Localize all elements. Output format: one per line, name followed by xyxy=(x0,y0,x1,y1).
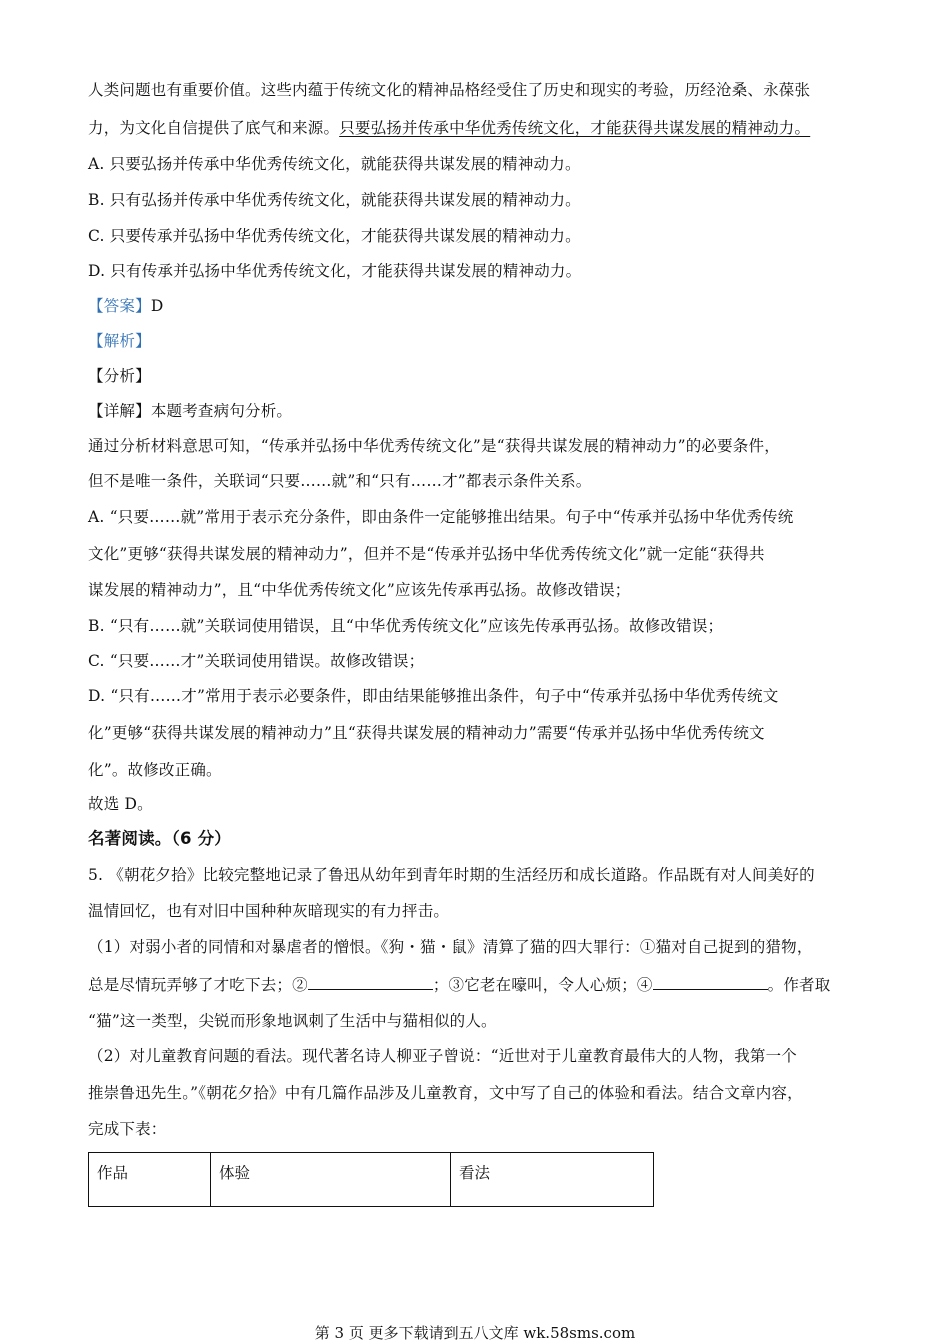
underlined-sentence: 只要弘扬并传承中华优秀传统文化，才能获得共谋发展的精神动力。 xyxy=(339,119,811,137)
works-table xyxy=(88,1152,654,1207)
detail-text: 本题考查病句分析。 xyxy=(150,402,293,420)
answer-blank-4[interactable] xyxy=(653,974,768,990)
fenxi-label: 【分析】 xyxy=(88,367,151,385)
q5-intro-line: 5. 《朝花夕拾》比较完整地记录了鲁迅从幼年到青年时期的生活经历和成长道路。作品既有对人间美好的 xyxy=(88,866,815,884)
q5-sub1-line-blanks xyxy=(88,974,830,995)
explanation-line: 故选 D。 xyxy=(88,795,153,813)
q5-sub2-line: （2）对儿童教育问题的看法。现代著名诗人柳亚子曾说：“近世对于儿童教育最伟大的人物，我第一个 xyxy=(88,1047,797,1065)
explanation-line: 化”更够“获得共谋发展的精神动力”且“获得共谋发展的精神动力”需要“传承并弘扬中华优秀传统文 xyxy=(88,724,765,742)
table-row xyxy=(89,1153,654,1207)
explanation-line: A. “只要……就”常用于表示充分条件，即由条件一定能够推出结果。句子中“传承并弘扬中华优秀传统 xyxy=(88,508,794,526)
passage-line-2-plain: 力，为文化自信提供了底气和来源。 xyxy=(88,119,340,137)
detail-line xyxy=(88,401,292,421)
answer-value: D xyxy=(150,297,164,315)
explanation-line: 但不是唯一条件，关联词“只要……就”和“只有……才”都表示条件关系。 xyxy=(88,472,592,490)
explanation-line: 化”。故修改正确。 xyxy=(88,761,222,779)
passage-line-1: 人类问题也有重要价值。这些内蕴于传统文化的精神品格经受住了历史和现实的考验，历经沧桑、永葆张 xyxy=(88,81,811,99)
option-b: B. 只有弘扬并传承中华优秀传统文化，就能获得共谋发展的精神动力。 xyxy=(88,191,581,209)
answer-line xyxy=(88,296,163,316)
explanation-line: C. “只要……才”关联词使用错误。故修改错误； xyxy=(88,652,425,670)
detail-label: 【详解】 xyxy=(88,402,151,420)
section-title: 名著阅读。（6 分） xyxy=(88,829,231,848)
q5-sub1-text: 总是尽情玩弄够了才吃下去；② xyxy=(88,976,308,994)
explanation-line: B. “只有……就”关联词使用错误，且“中华优秀传统文化”应该先传承再弘扬。故修改错误； xyxy=(88,617,724,635)
option-a: A. 只要弘扬并传承中华优秀传统文化，就能获得共谋发展的精神动力。 xyxy=(88,155,581,173)
answer-blank-2[interactable] xyxy=(308,974,433,990)
q5-sub1-line: “猫”这一类型，尖锐而形象地讽刺了生活中与猫相似的人。 xyxy=(88,1012,497,1030)
table-header-experience: 体验 xyxy=(211,1153,451,1207)
passage-line-2 xyxy=(88,118,810,138)
page-footer: 第 3 页 更多下载请到五八文库 wk.58sms.com xyxy=(314,1324,636,1342)
explanation-line: 通过分析材料意思可知，“传承并弘扬中华优秀传统文化”是“获得共谋发展的精神动力”的必要条件， xyxy=(88,437,780,455)
q5-sub1-text: 。作者取 xyxy=(767,976,831,994)
q5-sub2-line: 完成下表： xyxy=(88,1120,167,1138)
explanation-line: 谋发展的精神动力”，且“中华优秀传统文化”应该先传承再弘扬。故修改错误； xyxy=(88,581,631,599)
answer-label: 【答案】 xyxy=(88,297,151,315)
option-c: C. 只要传承并弘扬中华优秀传统文化，才能获得共谋发展的精神动力。 xyxy=(88,227,581,245)
q5-sub1-text: ；③它老在嚎叫，令人心烦；④ xyxy=(432,976,653,994)
table-header-opinion: 看法 xyxy=(451,1153,654,1207)
table-header-work: 作品 xyxy=(89,1153,211,1207)
explanation-line: D. “只有……才”常用于表示必要条件，即由结果能够推出条件，句子中“传承并弘扬中华优秀传统文 xyxy=(88,687,779,705)
explanation-line: 文化”更够“获得共谋发展的精神动力”，但并不是“传承并弘扬中华优秀传统文化”就一定能“获得共 xyxy=(88,545,765,563)
q5-sub1-line: （1）对弱小者的同情和对暴虐者的憎恨。《狗・猫・鼠》清算了猫的四大罪行：①猫对自己捉到的猎物， xyxy=(88,938,813,956)
analysis-label: 【解析】 xyxy=(88,332,151,350)
q5-sub2-line: 推崇鲁迅先生。”《朝花夕拾》中有几篇作品涉及儿童教育，文中写了自己的体验和看法。结合文章内容， xyxy=(88,1084,803,1102)
option-d: D. 只有传承并弘扬中华优秀传统文化，才能获得共谋发展的精神动力。 xyxy=(88,262,582,280)
q5-intro-line: 温情回忆，也有对旧中国种种灰暗现实的有力抨击。 xyxy=(88,902,450,920)
